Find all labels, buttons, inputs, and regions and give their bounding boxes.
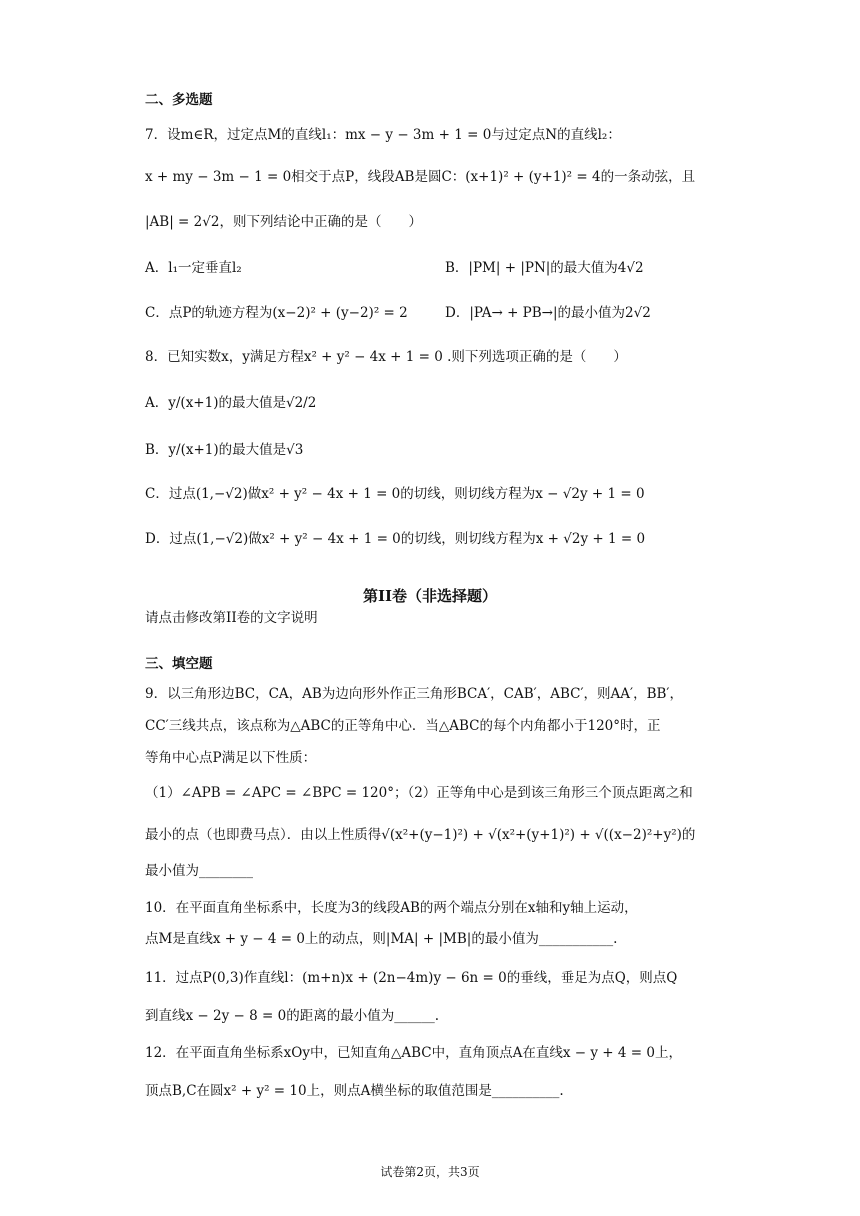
q8-option-c: C．过点(1,−√2)做x² + y² − 4x + 1 = 0的切线，则切线方程为x − √2y + 1 = 0 xyxy=(145,486,645,502)
q7-stem-line1: 7．设m∈R，过定点M的直线l₁：mx − y − 3m + 1 = 0与过定点N的直线l₂： xyxy=(145,127,621,143)
q9-line5: 最小的点（也即费马点）．由以上性质得√(x²+(y−1)²) + √(x²+(y+1)²) + √((x−2)²+y²)的 xyxy=(145,827,696,843)
q8-option-d: D．过点(1,−√2)做x² + y² − 4x + 1 = 0的切线，则切线方程为x + √2y + 1 = 0 xyxy=(145,531,646,547)
q7-stem-line3: |AB| = 2√2，则下列结论中正确的是（ ） xyxy=(145,214,422,230)
q8-option-b: B．y/(x+1)的最大值是√3 xyxy=(145,442,304,458)
q8-stem: 8．已知实数x，y满足方程x² + y² − 4x + 1 = 0 .则下列选项正确的是（ ） xyxy=(145,349,627,365)
q9-line6: 最小值为________ xyxy=(145,863,253,879)
q12-line1: 12．在平面直角坐标系xOy中，已知直角△ABC中，直角顶点A在直线x − y + 4 = 0上， xyxy=(145,1045,682,1061)
q7-option-a: A．l₁一定垂直l₂ xyxy=(145,260,242,276)
q9-line4: （1）∠APB = ∠APC = ∠BPC = 120°；（2）正等角中心是到该三角形三个顶点距离之和 xyxy=(145,785,693,801)
q7-option-b: B．|PM| + |PN|的最大值为4√2 xyxy=(445,260,644,276)
q9-line2: CC′三线共点，该点称为△ABC的正等角中心．当△ABC的每个内角都小于120°时，正 xyxy=(145,718,661,734)
q12-line2: 顶点B,C在圆x² + y² = 10上，则点A横坐标的取值范围是__________. xyxy=(145,1083,564,1099)
q8-option-a: A．y/(x+1)的最大值是√2/2 xyxy=(145,395,317,411)
q11-line2: 到直线x − 2y − 8 = 0的距离的最小值为______. xyxy=(145,1008,439,1024)
q7-option-d: D．|PA→ + PB→|的最小值为2√2 xyxy=(445,305,651,321)
q7-stem-line2: x + my − 3m − 1 = 0相交于点P，线段AB是圆C：(x+1)² + (y+1)² = 4的一条动弦，且 xyxy=(145,169,696,185)
part2-title: 第II卷（非选择题） xyxy=(362,587,498,605)
page-footer: 试卷第2页，共3页 xyxy=(380,1165,480,1179)
part2-note: 请点击修改第II卷的文字说明 xyxy=(145,610,318,626)
q11-line1: 11．过点P(0,3)作直线l：(m+n)x + (2n−4m)y − 6n = 0的垂线，垂足为点Q，则点Q xyxy=(145,970,678,986)
section-heading-fill-blank: 三、填空题 xyxy=(145,656,213,672)
section-heading-multi-choice: 二、多选题 xyxy=(145,92,213,108)
q10-line1: 10．在平面直角坐标系中，长度为3的线段AB的两个端点分别在x轴和y轴上运动， xyxy=(145,900,638,916)
q10-line2: 点M是直线x + y − 4 = 0上的动点，则|MA| + |MB|的最小值为___________. xyxy=(145,931,618,947)
q9-line3: 等角中心点P满足以下性质： xyxy=(145,750,317,766)
q9-line1: 9．以三角形边BC，CA，AB为边向形外作正三角形BCA′，CAB′，ABC′，则AA′，BB′， xyxy=(145,686,684,702)
q7-option-c: C．点P的轨迹方程为(x−2)² + (y−2)² = 2 xyxy=(145,305,408,321)
